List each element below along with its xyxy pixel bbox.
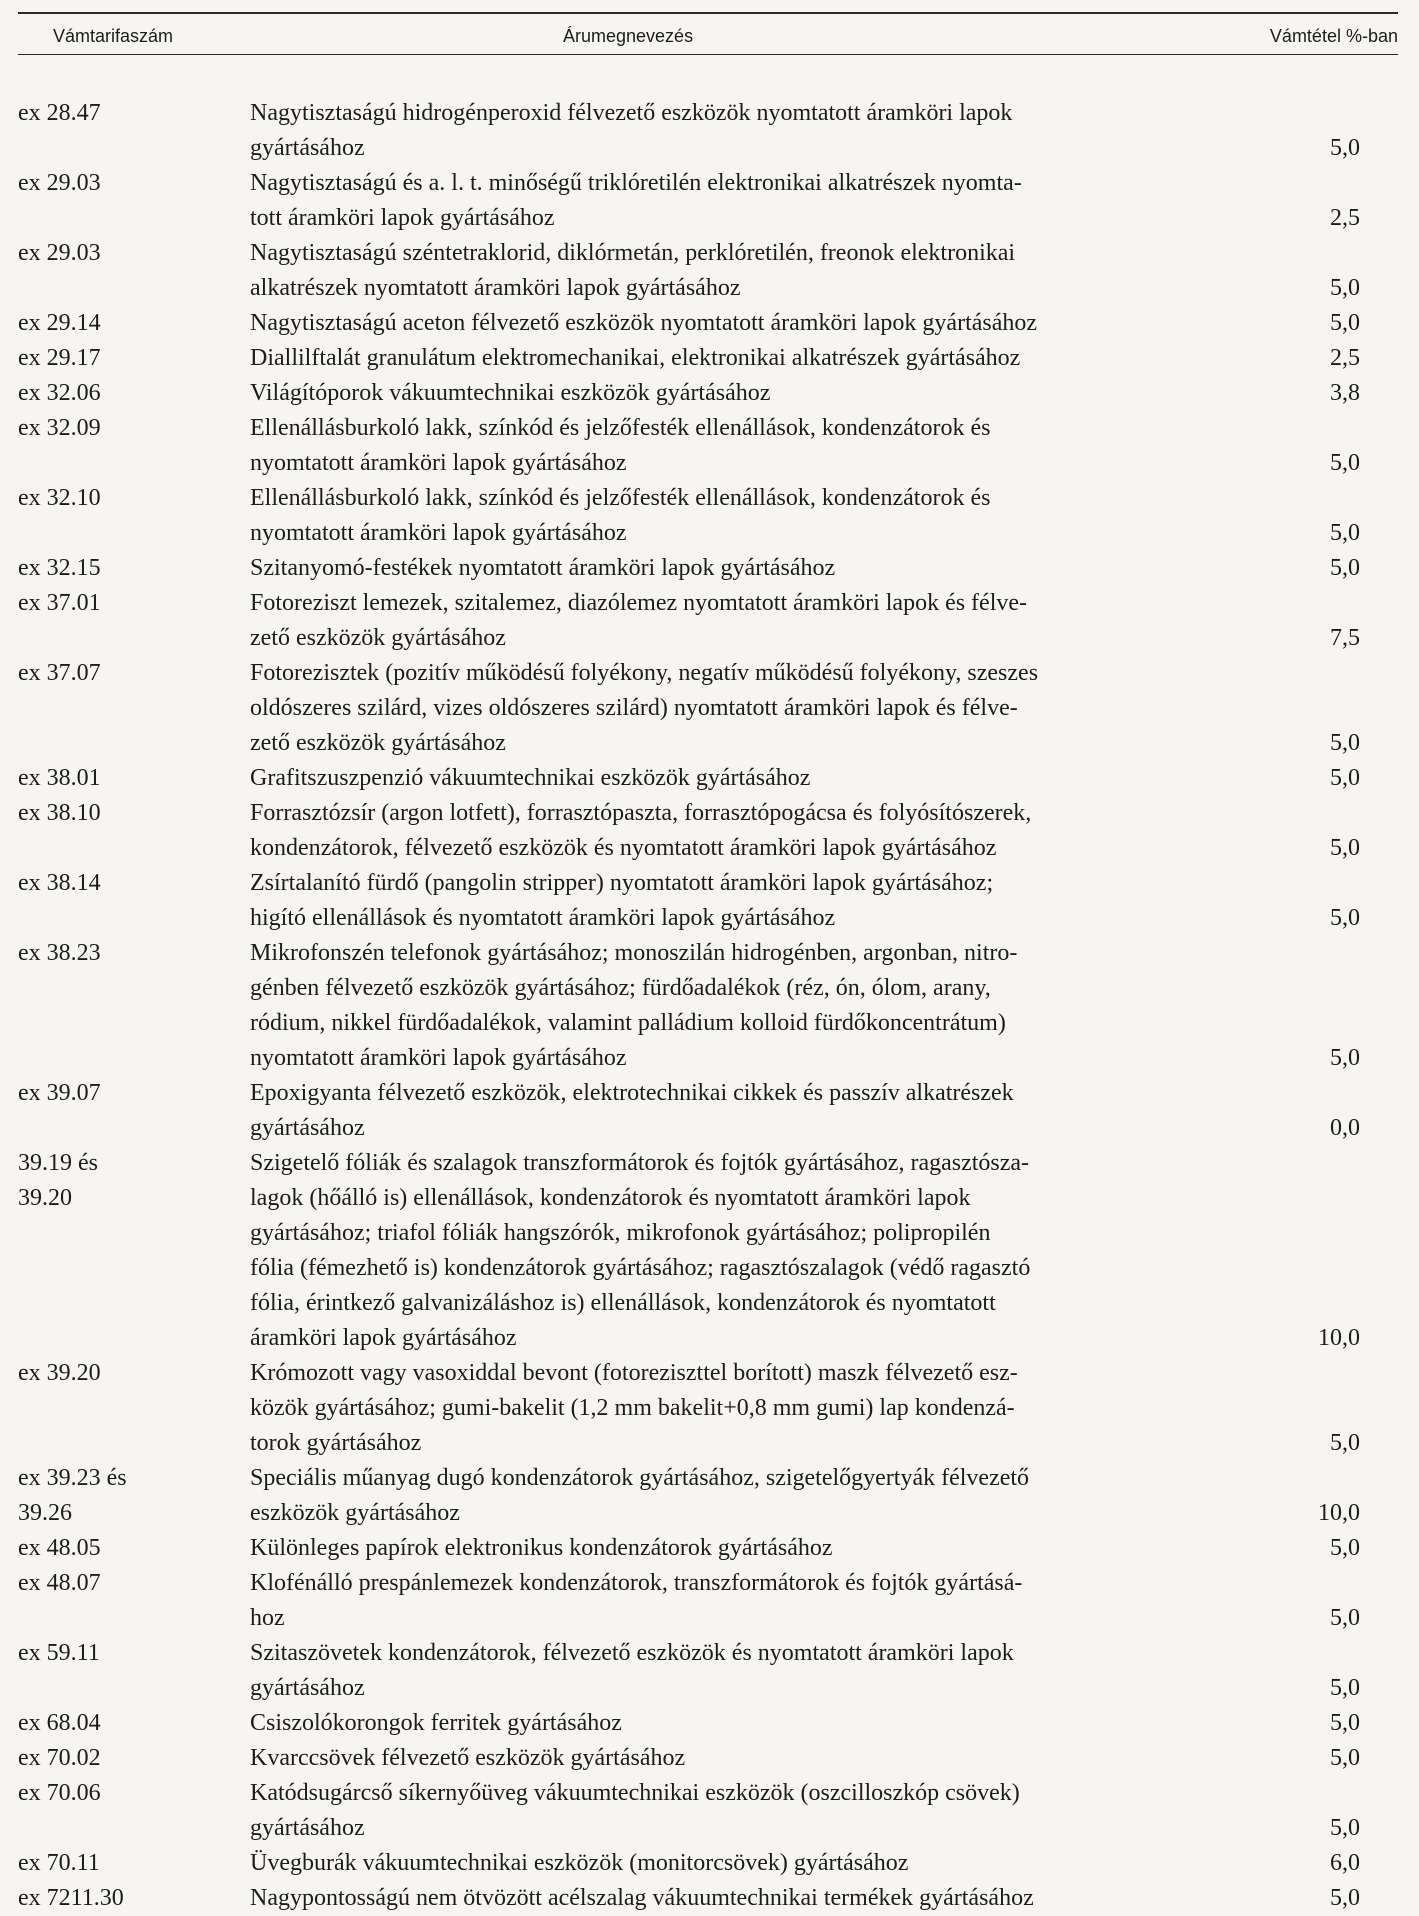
tariff-code [18,1636,250,1706]
tariff-code-line: ex 7211.30 [18,1885,124,1911]
tariff-code-line: ex 38.10 [18,800,101,826]
tariff-code [18,551,250,586]
duty-rate-cell [1230,866,1398,936]
table-row [18,1776,1398,1846]
description-line: Kvarccsövek félvezető eszközök gyártásához [250,1745,686,1771]
description-line: Krómozott vagy vasoxiddal bevont (fotoreziszttel borított) maszk félvezető esz- [250,1360,1018,1386]
product-description [250,166,1230,236]
table-row [18,1636,1398,1706]
table-row [18,1881,1398,1916]
table-row [18,1461,1398,1531]
duty-rate-cell [1230,1741,1398,1776]
description-line: Zsírtalanító fürdő (pangolin stripper) nyomtatott áramköri lapok gyártásához; [250,870,994,896]
table-row [18,1356,1398,1461]
tariff-code-line: ex 48.05 [18,1535,101,1561]
duty-rate: 5,0 [1330,1430,1360,1456]
tariff-code [18,1356,250,1461]
tariff-code-line: ex 38.01 [18,765,101,791]
table-row [18,1706,1398,1741]
tariff-code-line: ex 48.07 [18,1570,101,1596]
duty-rate: 5,0 [1330,1675,1360,1701]
product-description [250,376,1230,411]
description-line: ródium, nikkel fürdőadalékok, valamint palládium kolloid fürdőkoncentrátum) [250,1010,1006,1036]
description-line: Klofénálló prespánlemezek kondenzátorok, transzformátorok és fojtók gyártásá- [250,1570,1023,1596]
product-description [250,1881,1230,1916]
duty-rate: 7,5 [1330,625,1360,651]
table-row [18,551,1398,586]
duty-rate: 3,8 [1330,380,1360,406]
tariff-code [18,1706,250,1741]
duty-rate: 5,0 [1330,450,1360,476]
tariff-code [18,586,250,656]
description-line: fólia (fémezhető is) kondenzátorok gyártásához; ragasztószalagok (védő ragasztó [250,1255,1031,1281]
table-row [18,1146,1398,1356]
description-line: zető eszközök gyártásához [250,730,506,756]
description-line: oldószeres szilárd, vizes oldószeres szilárd) nyomtatott áramköri lapok és félve- [250,695,1018,721]
duty-rate-cell [1230,1846,1398,1881]
table-row [18,761,1398,796]
tariff-code-line: ex 29.03 [18,240,101,266]
duty-rate-cell [1230,586,1398,656]
tariff-code [18,411,250,481]
description-line: higító ellenállások és nyomtatott áramköri lapok gyártásához [250,905,836,931]
duty-rate: 0,0 [1330,1115,1360,1141]
duty-rate: 5,0 [1330,1710,1360,1736]
description-line: tott áramköri lapok gyártásához [250,205,555,231]
tariff-table [18,96,1398,1916]
tariff-code-line: ex 32.06 [18,380,101,406]
duty-rate-cell [1230,936,1398,1076]
duty-rate-cell [1230,1881,1398,1916]
table-row [18,1076,1398,1146]
duty-rate: 5,0 [1330,555,1360,581]
product-description [250,936,1230,1076]
description-line: gyártásához; triafol fóliák hangszórók, mikrofonok gyártásához; polipropilén [250,1220,991,1246]
header-rule [18,54,1398,55]
tariff-code [18,1741,250,1776]
tariff-code-line: ex 32.10 [18,485,101,511]
header-rate: Vámtétel %-ban [1269,26,1398,46]
table-row [18,1531,1398,1566]
tariff-code-line: ex 32.09 [18,415,101,441]
description-line: Nagytisztaságú hidrogénperoxid félvezető eszközök nyomtatott áramköri lapok [250,100,1013,126]
table-row [18,1846,1398,1881]
product-description [250,1776,1230,1846]
duty-rate-cell [1230,341,1398,376]
description-line: Szigetelő fóliák és szalagok transzformátorok és fojtók gyártásához, ragasztósza- [250,1150,1030,1176]
description-line: Forrasztózsír (argon lotfett), forrasztópaszta, forrasztópogácsa és folyósítószerek, [250,800,1032,826]
description-line: nyomtatott áramköri lapok gyártásához [250,450,627,476]
duty-rate: 5,0 [1330,275,1360,301]
table-row [18,341,1398,376]
duty-rate-cell [1230,411,1398,481]
table-row [18,936,1398,1076]
table-row [18,236,1398,306]
tariff-code [18,1461,250,1531]
tariff-code [18,1881,250,1916]
duty-rate-cell [1230,551,1398,586]
duty-rate: 2,5 [1330,205,1360,231]
product-description [250,586,1230,656]
product-description [250,796,1230,866]
description-line: gyártásához [250,1815,365,1841]
description-line: hoz [250,1605,285,1631]
product-description [250,341,1230,376]
duty-rate: 5,0 [1330,310,1360,336]
table-row [18,796,1398,866]
table-row [18,481,1398,551]
duty-rate: 5,0 [1330,1885,1360,1911]
tariff-code [18,1146,250,1356]
tariff-code-line: ex 39.07 [18,1080,101,1106]
duty-rate-cell [1230,1636,1398,1706]
description-line: zető eszközök gyártásához [250,625,506,651]
duty-rate-cell [1230,376,1398,411]
tariff-code [18,236,250,306]
description-line: génben félvezető eszközök gyártásához; fürdőadalékok (réz, ón, ólom, arany, [250,975,991,1001]
tariff-code-line: ex 38.14 [18,870,101,896]
product-description [250,1636,1230,1706]
tariff-code [18,796,250,866]
product-description [250,481,1230,551]
product-description [250,96,1230,166]
tariff-code [18,306,250,341]
description-line: gyártásához [250,135,365,161]
tariff-code [18,656,250,761]
tariff-code-line: ex 38.23 [18,940,101,966]
tariff-code [18,166,250,236]
duty-rate: 5,0 [1330,135,1360,161]
tariff-code-line: 39.20 [18,1185,72,1211]
tariff-code [18,96,250,166]
description-line: Nagytisztaságú aceton félvezető eszközök nyomtatott áramköri lapok gyártásához [250,310,1038,336]
product-description [250,1846,1230,1881]
description-line: gyártásához [250,1115,365,1141]
duty-rate: 5,0 [1330,520,1360,546]
table-row [18,166,1398,236]
table-row [18,586,1398,656]
description-line: Szitaszövetek kondenzátorok, félvezető eszközök és nyomtatott áramköri lapok [250,1640,1014,1666]
table-row [18,1566,1398,1636]
description-line: Epoxigyanta félvezető eszközök, elektrotechnikai cikkek és passzív alkatrészek [250,1080,1014,1106]
description-line: Csiszolókorongok ferritek gyártásához [250,1710,622,1736]
description-line: Grafitszuszpenzió vákuumtechnikai eszközök gyártásához [250,765,811,791]
tariff-code-line: ex 59.11 [18,1640,100,1666]
table-row [18,306,1398,341]
description-line: Nagytisztaságú és a. l. t. minőségű triklóretilén elektronikai alkatrészek nyomta- [250,170,1022,196]
duty-rate-cell [1230,1566,1398,1636]
duty-rate-cell [1230,96,1398,166]
duty-rate: 5,0 [1330,1815,1360,1841]
description-line: Ellenállásburkoló lakk, színkód és jelzőfesték ellenállások, kondenzátorok és [250,415,991,441]
tariff-code [18,1531,250,1566]
product-description [250,1356,1230,1461]
description-line: Katódsugárcső síkernyőüveg vákuumtechnikai eszközök (oszcilloszkóp csövek) [250,1780,1020,1806]
product-description [250,656,1230,761]
duty-rate: 5,0 [1330,1605,1360,1631]
tariff-code [18,341,250,376]
duty-rate: 5,0 [1330,1745,1360,1771]
description-line: Speciális műanyag dugó kondenzátorok gyártásához, szigetelőgyertyák félvezető [250,1465,1030,1491]
tariff-code-line: ex 70.11 [18,1850,100,1876]
product-description [250,1531,1230,1566]
table-row [18,411,1398,481]
tariff-code [18,761,250,796]
duty-rate-cell [1230,1706,1398,1741]
duty-rate-cell [1230,166,1398,236]
duty-rate: 5,0 [1330,1535,1360,1561]
description-line: Szitanyomó-festékek nyomtatott áramköri lapok gyártásához [250,555,836,581]
product-description [250,236,1230,306]
duty-rate-cell [1230,1461,1398,1531]
tariff-code-line: 39.19 és [18,1150,98,1176]
description-line: Nagytisztaságú széntetraklorid, diklórmetán, perklóretilén, freonok elektronikai [250,240,1016,266]
duty-rate-cell [1230,1076,1398,1146]
duty-rate: 6,0 [1330,1850,1360,1876]
description-line: áramköri lapok gyártásához [250,1325,517,1351]
description-line: Diallilftalát granulátum elektromechanikai, elektronikai alkatrészek gyártásához [250,345,1021,371]
description-line: kondenzátorok, félvezető eszközök és nyomtatott áramköri lapok gyártásához [250,835,997,861]
header-name: Árumegnevezés [563,26,694,46]
tariff-code [18,1566,250,1636]
tariff-code [18,936,250,1076]
description-line: alkatrészek nyomtatott áramköri lapok gyártásához [250,275,741,301]
tariff-code-line: ex 39.23 és [18,1465,127,1491]
product-description [250,1076,1230,1146]
description-line: lagok (hőálló is) ellenállások, kondenzátorok és nyomtatott áramköri lapok [250,1185,971,1211]
duty-rate-cell [1230,1146,1398,1356]
duty-rate: 5,0 [1330,835,1360,861]
tariff-code-line: ex 32.15 [18,555,101,581]
top-rule [18,12,1398,14]
duty-rate-cell [1230,1356,1398,1461]
tariff-code-line: ex 28.47 [18,100,101,126]
description-line: nyomtatott áramköri lapok gyártásához [250,520,627,546]
duty-rate-cell [1230,1776,1398,1846]
tariff-code [18,1076,250,1146]
tariff-code-line: ex 29.14 [18,310,101,336]
tariff-code [18,1846,250,1881]
description-line: gyártásához [250,1675,365,1701]
duty-rate-cell [1230,236,1398,306]
product-description [250,1741,1230,1776]
duty-rate: 5,0 [1330,1045,1360,1071]
description-line: Fotorezisztek (pozitív működésű folyékony, negatív működésű folyékony, szeszes [250,660,1039,686]
product-description [250,1566,1230,1636]
tariff-code [18,1776,250,1846]
duty-rate-cell [1230,656,1398,761]
product-description [250,866,1230,936]
description-line: Üvegburák vákuumtechnikai eszközök (monitorcsövek) gyártásához [250,1850,909,1876]
duty-rate: 2,5 [1330,345,1360,371]
product-description [250,761,1230,796]
description-line: torok gyártásához [250,1430,422,1456]
product-description [250,306,1230,341]
tariff-code-line: 39.26 [18,1500,72,1526]
description-line: Különleges papírok elektronikus kondenzátorok gyártásához [250,1535,833,1561]
tariff-code-line: ex 68.04 [18,1710,101,1736]
duty-rate-cell [1230,306,1398,341]
description-line: Világítóporok vákuumtechnikai eszközök gyártásához [250,380,771,406]
table-row [18,866,1398,936]
product-description [250,411,1230,481]
description-line: nyomtatott áramköri lapok gyártásához [250,1045,627,1071]
tariff-code-line: ex 39.20 [18,1360,101,1386]
product-description [250,1146,1230,1356]
duty-rate: 5,0 [1330,730,1360,756]
duty-rate-cell [1230,796,1398,866]
duty-rate: 5,0 [1330,905,1360,931]
duty-rate-cell [1230,761,1398,796]
tariff-code-line: ex 29.17 [18,345,101,371]
description-line: Mikrofonszén telefonok gyártásához; monoszilán hidrogénben, argonban, nitro- [250,940,1018,966]
duty-rate: 5,0 [1330,765,1360,791]
tariff-code [18,866,250,936]
description-line: Ellenállásburkoló lakk, színkód és jelzőfesték ellenállások, kondenzátorok és [250,485,991,511]
tariff-code [18,481,250,551]
tariff-code-line: ex 29.03 [18,170,101,196]
tariff-code-line: ex 70.02 [18,1745,101,1771]
table-row [18,1741,1398,1776]
product-description [250,1461,1230,1531]
description-line: közök gyártásához; gumi-bakelit (1,2 mm bakelit+0,8 mm gumi) lap kondenzá- [250,1395,1015,1421]
description-line: eszközök gyártásához [250,1500,460,1526]
description-line: fólia, érintkező galvanizáláshoz is) ellenállások, kondenzátorok és nyomtatott [250,1290,996,1316]
duty-rate: 10,0 [1318,1325,1360,1351]
duty-rate: 10,0 [1318,1500,1360,1526]
tariff-code-line: ex 70.06 [18,1780,101,1806]
description-line: Fotoreziszt lemezek, szitalemez, diazólemez nyomtatott áramköri lapok és félve- [250,590,1028,616]
table-row [18,376,1398,411]
description-line: Nagypontosságú nem ötvözött acélszalag vákuumtechnikai termékek gyártásához [250,1885,1034,1911]
product-description [250,1706,1230,1741]
table-row [18,96,1398,166]
tariff-code-line: ex 37.07 [18,660,101,686]
duty-rate-cell [1230,481,1398,551]
duty-rate-cell [1230,1531,1398,1566]
header-code: Vámtarifaszám [53,26,174,46]
tariff-code-line: ex 37.01 [18,590,101,616]
product-description [250,551,1230,586]
tariff-code [18,376,250,411]
table-row [18,656,1398,761]
